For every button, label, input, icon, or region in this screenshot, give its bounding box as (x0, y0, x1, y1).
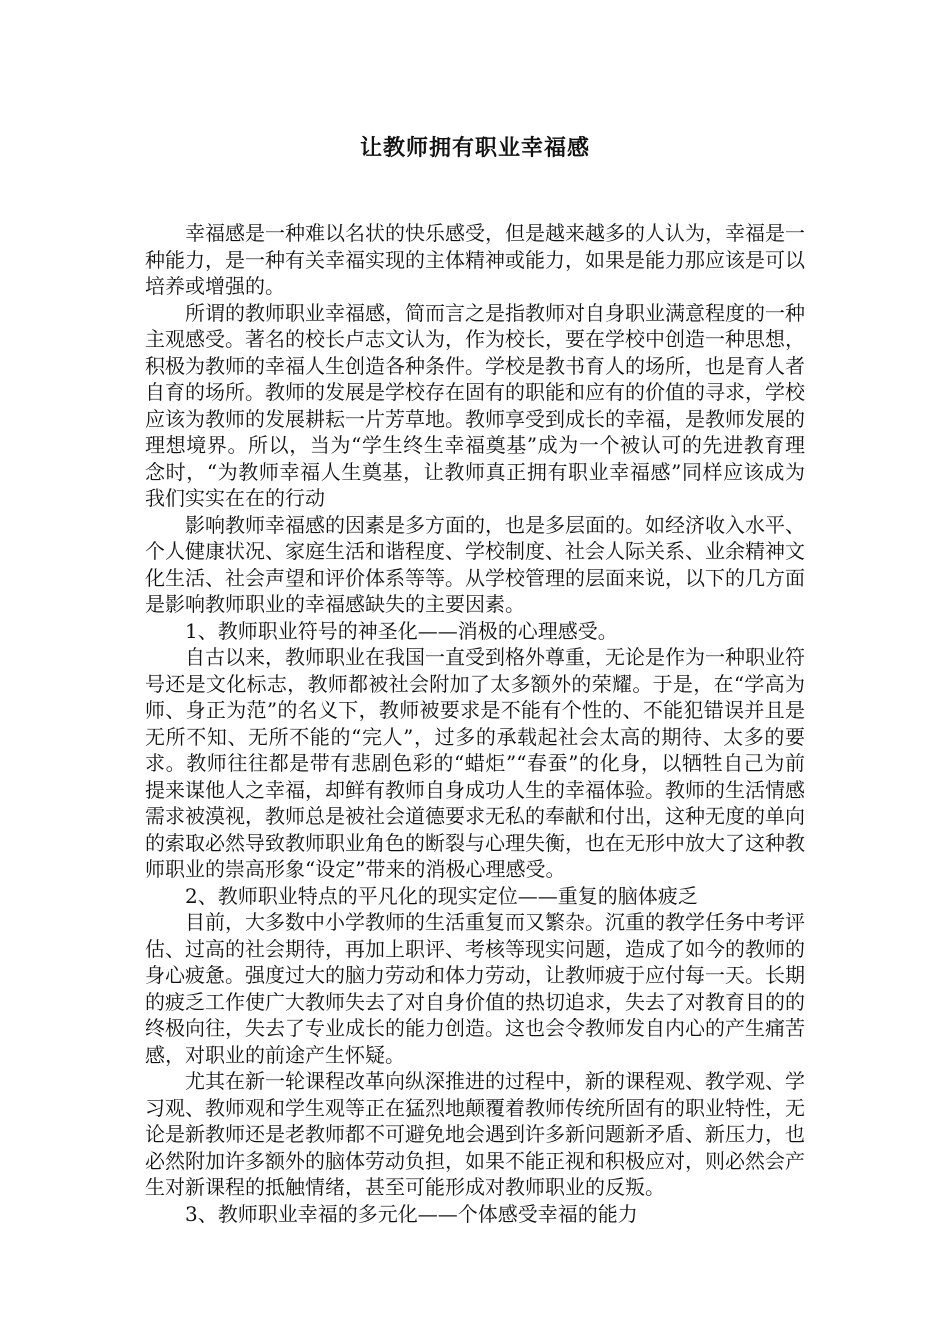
document-title: 让教师拥有职业幸福感 (359, 136, 590, 161)
paragraph-definition: 所谓的教师职业幸福感，简而言之是指教师对自身职业满意程度的一种主观感受。著名的校长卢志文认为，作为校长，要在学校中创造一种思想，积极为教师的幸福人生创造各种条件。学校是教书育人的场所，也是育人者自育的场所。教师的发展是学校存在固有的职能和应有的价值的寻求，学校应该为教师的发展耕耘一片芳草地。教师享受到成长的幸福，是教师发展的理想境界。所以，当为“学生终生幸福奠基”成为一个被认可的先进教育理念时，“为教师幸福人生奠基，让教师真正拥有职业幸福感”同样应该成为我们实实在在的行动 (145, 300, 805, 510)
paragraph-section-2b: 尤其在新一轮课程改革向纵深推进的过程中，新的课程观、教学观、学习观、教师观和学生观等正在猛烈地颠覆着教师传统所固有的职业特性，无论是新教师还是老教师都不可避免地会遇到许多新问题新矛盾、新压力，也必然附加许多额外的脑体劳动负担，如果不能正视和积极应对，则必然会产生对新课程的抵触情绪，甚至可能形成对教师职业的反叛。 (145, 1069, 805, 1199)
paragraph-section-2a: 目前，大多数中小学教师的生活重复而又繁杂。沉重的教学任务中考评估、过高的社会期待，再加上职评、考核等现实问题，造成了如今的教师的身心疲惫。强度过大的脑力劳动和体力劳动，让教师疲于应付每一天。长期的疲乏工作使广大教师失去了对自身价值的热切追求，失去了对教育目的的终极向往，失去了专业成长的能力创造。这也会令教师发自内心的产生痛苦感，对职业的前途产生怀疑。 (145, 910, 805, 1067)
section-heading-1: 1、教师职业符号的神圣化——消极的心理感受。 (185, 618, 618, 643)
section-heading-3: 3、教师职业幸福的多元化——个体感受幸福的能力 (185, 1201, 638, 1226)
document-page (145, 0, 805, 1344)
paragraph-factors: 影响教师幸福感的因素是多方面的，也是多层面的。如经济收入水平、个人健康状况、家庭生活和谐程度、学校制度、社会人际关系、业余精神文化生活、社会声望和评价体系等等。从学校管理的层面来说，以下的几方面是影响教师职业的幸福感缺失的主要因素。 (145, 512, 805, 616)
paragraph-intro: 幸福感是一种难以名状的快乐感受，但是越来越多的人认为，幸福是一种能力，是一种有关幸福实现的主体精神或能力，如果是能力那应该是可以培养或增强的。 (145, 221, 805, 298)
document-body (145, 220, 805, 1227)
section-heading-2: 2、教师职业特点的平凡化的现实定位——重复的脑体疲乏 (185, 883, 698, 908)
paragraph-section-1: 自古以来，教师职业在我国一直受到格外尊重，无论是作为一种职业符号还是文化标志，教师都被社会附加了太多额外的荣耀。于是，在“学高为师、身正为范”的名义下，教师被要求是不能有个性的、不能犯错误并且是无所不知、无所不能的“完人”，过多的承载起社会太高的期待、太多的要求。教师往往都是带有悲剧色彩的“蜡炬”“春蚕”的化身，以牺牲自己为前提来谋他人之幸福，却鲜有教师自身成功人生的幸福体验。教师的生活情感需求被漠视，教师总是被社会道德要求无私的奉献和付出，这种无度的单向的索取必然导致教师职业角色的断裂与心理失衡，也在无形中放大了这种教师职业的崇高形象“设定”带来的消极心理感受。 (145, 645, 805, 881)
